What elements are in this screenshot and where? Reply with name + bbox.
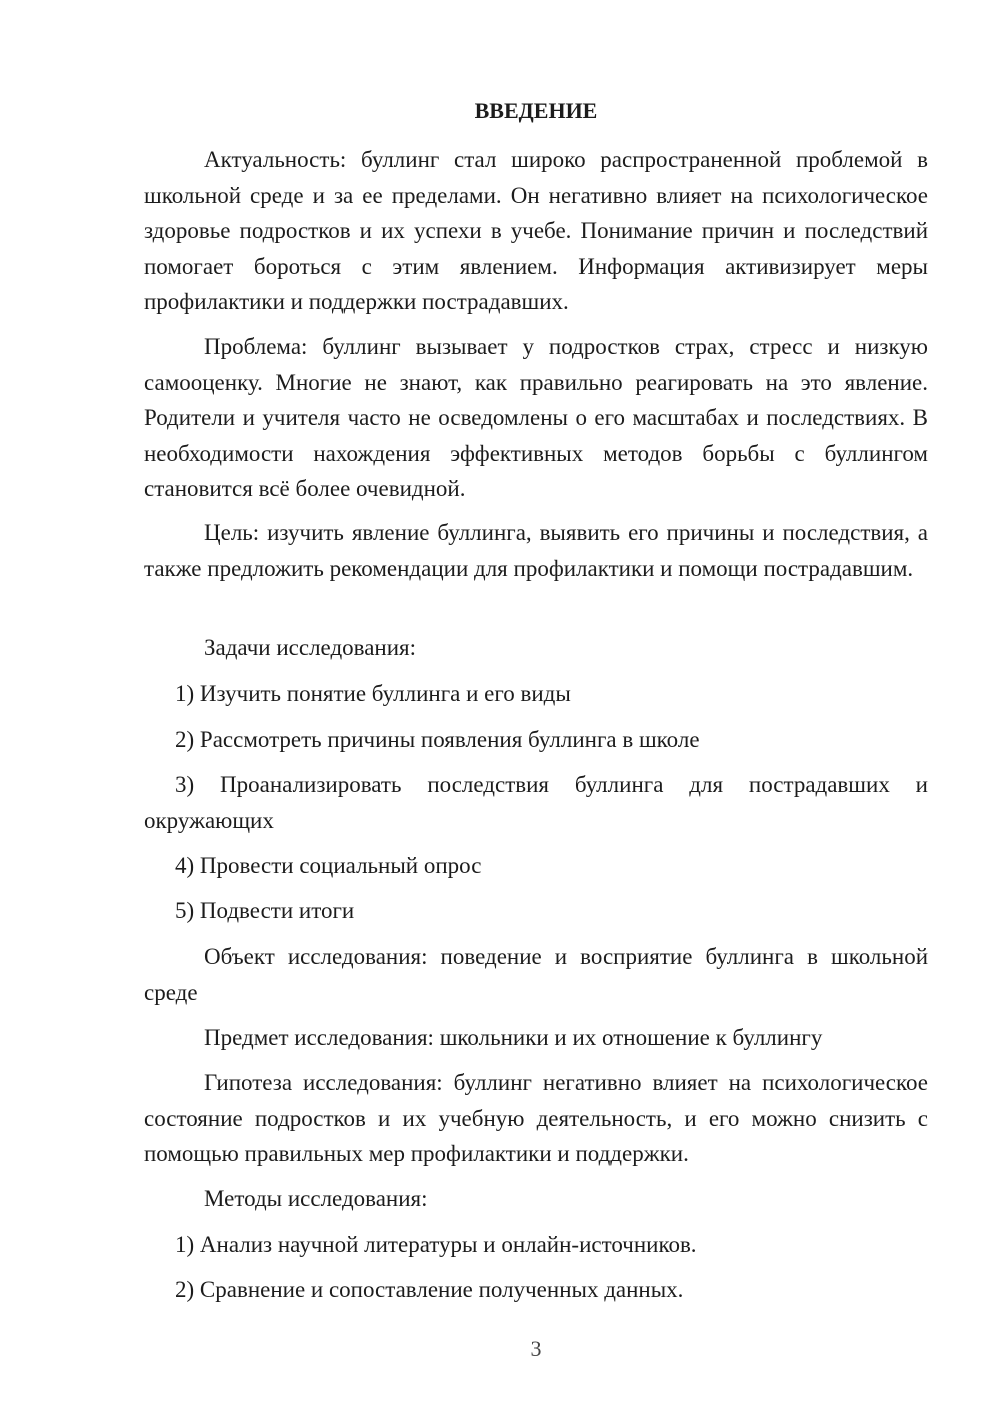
document-page [144,0,928,1414]
methods-heading: Методы исследования: [204,1186,428,1211]
task-item-5: 5) Подвести итоги [175,898,355,923]
page-number: 3 [530,1336,542,1361]
method-item-1: 1) Анализ научной литературы и онлайн-источников. [175,1232,697,1257]
relevance-paragraph: Актуальность: буллинг стал широко распространенной проблемой в школьной среде и за ее пределами. Он негативно влияет на психологическое здоровье подростков и их успехи в учебе. Понимание причин и последствий помогает бороться с этим явлением. Информация активизирует меры профилактики и поддержки пострадавших. [144,147,928,314]
object-paragraph: Объект исследования: поведение и восприятие буллинга в школьной среде [144,944,928,1005]
task-item-3: 3) Проанализировать последствия буллинга для пострадавших и окружающих [144,772,928,833]
tasks-heading: Задачи исследования: [204,635,417,660]
subject-paragraph: Предмет исследования: школьники и их отношение к буллингу [204,1025,823,1050]
hypothesis-paragraph: Гипотеза исследования: буллинг негативно влияет на психологическое состояние подростков и их учебную деятельность, и его можно снизить с помощью правильных мер профилактики и поддержки. [144,1070,928,1166]
task-item-1: 1) Изучить понятие буллинга и его виды [175,681,571,706]
method-item-2: 2) Сравнение и сопоставление полученных данных. [175,1277,684,1302]
task-item-4: 4) Провести социальный опрос [175,853,482,878]
problem-paragraph: Проблема: буллинг вызывает у подростков страх, стресс и низкую самооценку. Многие не знают, как правильно реагировать на это явление. Родители и учителя часто не осведомлены о его масштабах и последствиях. В необходимости нахождения эффективных методов борьбы с буллингом становится всё более очевидной. [144,334,928,501]
task-item-2: 2) Рассмотреть причины появления буллинга в школе [175,727,700,752]
page-title: ВВЕДЕНИЕ [474,98,598,123]
goal-paragraph: Цель: изучить явление буллинга, выявить его причины и последствия, а также предложить рекомендации для профилактики и помощи пострадавшим. [144,520,928,581]
